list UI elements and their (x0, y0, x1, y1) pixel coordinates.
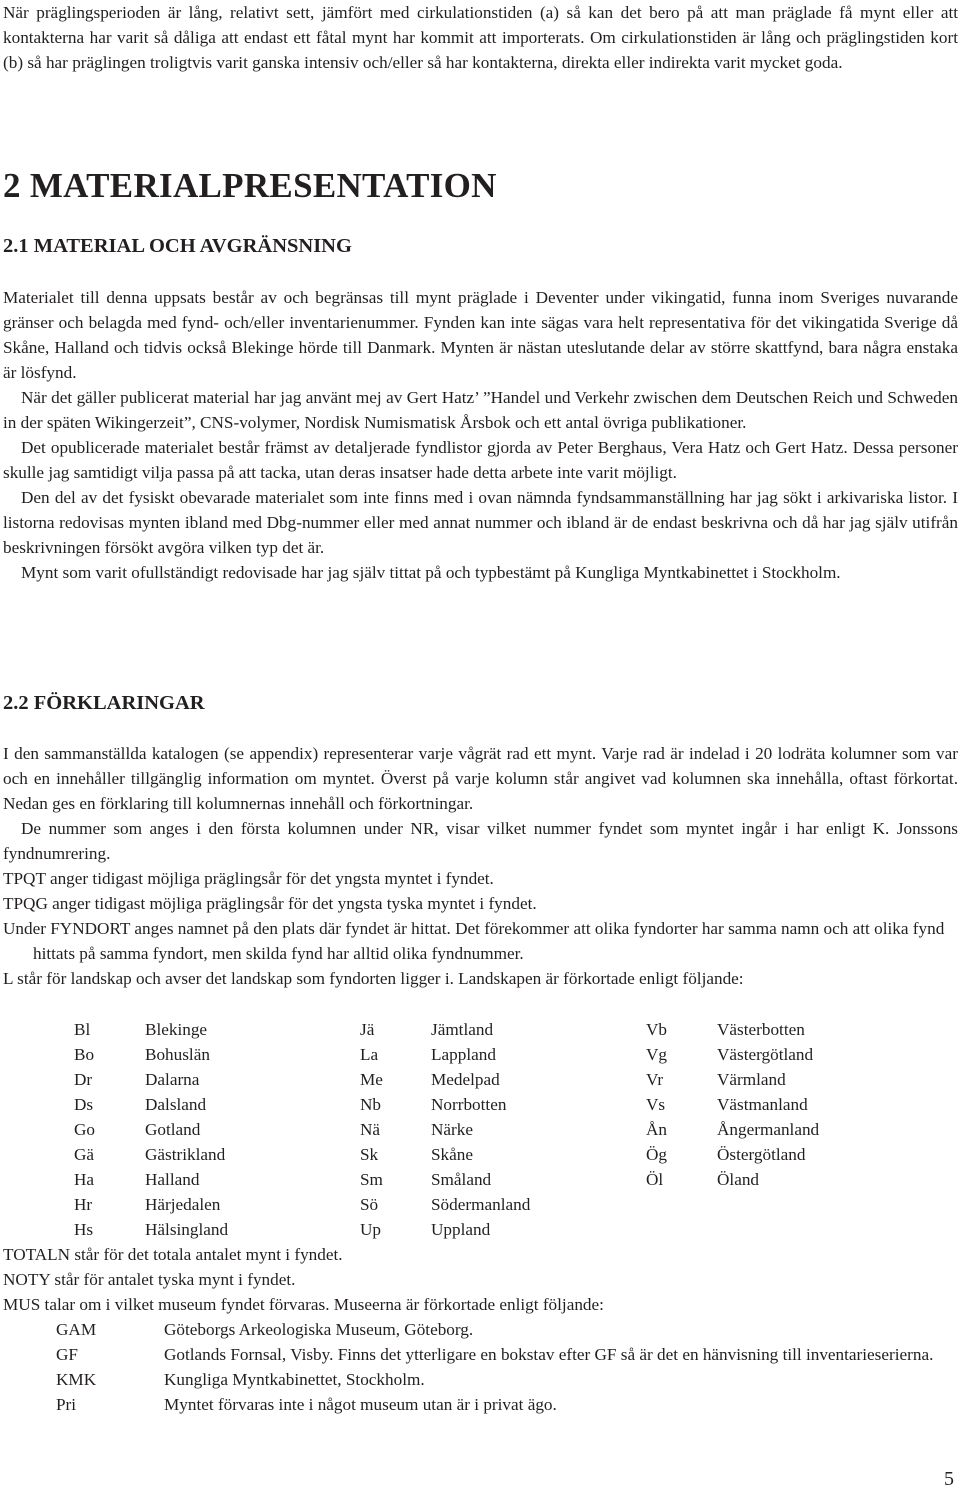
landskap-name: Småland (431, 1170, 492, 1189)
material-section-body (3, 285, 958, 585)
landskap-name: Öland (717, 1170, 760, 1189)
landskap-row (3, 1092, 958, 1117)
landskap-code: Öl (646, 1170, 664, 1189)
landskap-row (3, 1192, 958, 1217)
totaln-definition: TOTALN står för det totala antalet mynt i fyndet. (3, 1245, 343, 1264)
landskap-name: Dalsland (145, 1095, 207, 1114)
page-number: 5 (944, 1468, 954, 1490)
material-paragraph-4: Den del av det fysiskt obevarade materialet som inte finns med i ovan nämnda fyndsammanställning har jag sökt i arkivariska listor. I listorna redovisas mynten ibland med Dbg-nummer eller med annat nummer och ibland är de endast beskrivna och då har jag själv utifrån beskrivningen försökt avgöra vilken typ det är. (3, 488, 958, 557)
landskap-row (3, 1017, 958, 1042)
material-paragraph-3: Det opublicerade materialet består främst av detaljerade fyndlistor gjorda av Peter Berghaus, Vera Hatz och Gert Hatz. Dessa personer skulle jag samtidigt vilja passa på att tacka, utan deras insatser hade detta arbete inte varit möjligt. (3, 438, 958, 482)
landskap-code: Gä (74, 1145, 95, 1164)
landskap-name: Närke (431, 1120, 473, 1139)
landskap-name: Uppland (431, 1220, 491, 1239)
landskap-code: Sk (360, 1145, 379, 1164)
landskap-name: Västmanland (717, 1095, 808, 1114)
landskap-code: Bl (74, 1020, 91, 1039)
museum-code: Pri (56, 1395, 77, 1414)
subsection-heading-forklaringar: 2.2 FÖRKLARINGAR (3, 692, 205, 714)
museum-description: Kungliga Myntkabinettet, Stockholm. (164, 1370, 425, 1389)
landskap-code: Vb (646, 1020, 668, 1039)
landskap-row (3, 1217, 958, 1242)
landskap-code: Bo (74, 1045, 95, 1064)
landskap-name: Dalarna (145, 1070, 200, 1089)
museum-description: Göteborgs Arkeologiska Museum, Göteborg. (164, 1320, 474, 1339)
landskap-code: Vg (646, 1045, 668, 1064)
landskap-code: Ög (646, 1145, 668, 1164)
landskap-code: Ha (74, 1170, 95, 1189)
landskap-name: Skåne (431, 1145, 474, 1164)
landskap-name: Norrbotten (431, 1095, 507, 1114)
museum-row (3, 1392, 958, 1417)
landskap-name: Västergötland (717, 1045, 814, 1064)
museum-code: KMK (56, 1370, 97, 1389)
museum-row (3, 1367, 958, 1392)
landskap-code: Nb (360, 1095, 382, 1114)
landskap-row (3, 1117, 958, 1142)
landskap-row (3, 1067, 958, 1092)
museum-code: GF (56, 1345, 78, 1364)
landskap-name: Gotland (145, 1120, 201, 1139)
landskap-name: Härjedalen (145, 1195, 221, 1214)
material-paragraph-5: Mynt som varit ofullständigt redovisade har jag själv tittat på och typbestämt på Kungliga Myntkabinettet i Stockholm. (21, 563, 841, 582)
landskap-name: Blekinge (145, 1020, 208, 1039)
subsection-heading-material: 2.1 MATERIAL OCH AVGRÄNSNING (3, 235, 352, 257)
material-paragraph-1: Materialet till denna uppsats består av och begränsas till mynt präglade i Deventer under vikingatid, funna inom Sveriges nuvarande gränser och belagda med fynd- och/eller inventarienummer. Fynden kan inte sägas vara helt representativa för det vikingatida Sverige då Skåne, Halland och tidvis också Blekinge hörde till Danmark. Mynten är nästan uteslutande delar av större skattfynd, bara några enstaka är lösfynd. (3, 288, 958, 382)
section-heading-materialpresentation: 2 MATERIALPRESENTATION (3, 166, 497, 205)
landskap-name: Gästrikland (145, 1145, 226, 1164)
mus-intro: MUS talar om i vilket museum fyndet förvaras. Museerna är förkortade enligt följande: (3, 1295, 604, 1314)
noty-definition: NOTY står för antalet tyska mynt i fyndet. (3, 1270, 296, 1289)
landskap-row (3, 1042, 958, 1067)
landskap-name: Södermanland (431, 1195, 531, 1214)
landskap-code: Vr (646, 1070, 664, 1089)
landskap-code: Me (360, 1070, 383, 1089)
intro-paragraph: När präglingsperioden är lång, relativt sett, jämfört med cirkulationstiden (a) så kan det bero på att man präglade få mynt eller att kontakterna har varit så dåliga att endast ett fåtal mynt har kommit att importerats. Om cirkulationstiden är lång och präglingstiden kort (b) så har präglingen troligtvis varit ganska intensiv och/eller så har kontakterna, direkta eller indirekta varit mycket goda. (3, 3, 958, 72)
landskap-code: Hr (74, 1195, 93, 1214)
museum-description: Gotlands Fornsal, Visby. Finns det ytterligare en bokstav efter GF så är det en hänvisning till inventarieserierna. (164, 1345, 934, 1364)
material-paragraph-2: När det gäller publicerat material har jag använt mej av Gert Hatz’ ”Handel und Verkehr zwischen dem Deutschen Reich und Schweden in der späten Wikingerzeit”, CNS-volymer, Nordisk Numismatisk Årsbok och ett antal övriga publikationer. (3, 388, 958, 432)
landskap-name: Jämtland (431, 1020, 494, 1039)
fyndort-definition: Under FYNDORT anges namnet på den plats där fyndet är hittat. Det förekommer att olika fyndorter har samma namn och att olika fynd hittats på samma fyndort, men skilda fynd har alltid olika fyndnummer. (3, 919, 945, 963)
museum-description: Myntet förvaras inte i något museum utan är i privat ägo. (164, 1395, 557, 1414)
museum-code: GAM (56, 1320, 97, 1339)
landskap-code: Up (360, 1220, 382, 1239)
landskap-name: Hälsingland (145, 1220, 229, 1239)
landskap-code: La (360, 1045, 379, 1064)
totaln-noty-mus-block (3, 1242, 958, 1317)
landskap-name: Bohuslän (145, 1045, 210, 1064)
landskap-code: Vs (646, 1095, 666, 1114)
landskap-code: Ån (646, 1120, 668, 1139)
forklaringar-paragraph-2: De nummer som anges i den första kolumnen under NR, visar vilket nummer fyndet som myntet ingår i har enligt K. Jonssons fyndnumrering. (3, 819, 958, 863)
forklaringar-paragraph-1: I den sammanställda katalogen (se appendix) representerar varje vågrät rad ett mynt. Varje rad är indelad i 20 lodräta kolumner som var och en innehåller tillgänglig information om myntet. Överst på varje kolumn står angivet vad kolumnen ska innehålla, oftast förkortat. Nedan ges en förklaring till kolumnernas innehåll och förkortningar. (3, 744, 958, 813)
landskap-table (3, 1017, 958, 1242)
landskap-row (3, 1142, 958, 1167)
landskap-code: Sm (360, 1170, 383, 1189)
museum-row (3, 1342, 958, 1367)
landskap-name: Lappland (431, 1045, 496, 1064)
tpqg-definition: TPQG anger tidigast möjliga präglingsår för det yngsta tyska myntet i fyndet. (3, 894, 537, 913)
museum-row (3, 1317, 958, 1342)
landskap-code: Sö (360, 1195, 379, 1214)
tpqt-definition: TPQT anger tidigast möjliga präglingsår för det yngsta myntet i fyndet. (3, 869, 494, 888)
landskap-name: Värmland (717, 1070, 786, 1089)
landskap-name: Medelpad (431, 1070, 500, 1089)
landskap-row (3, 1167, 958, 1192)
landskap-code: Ds (74, 1095, 94, 1114)
landskap-code: Hs (74, 1220, 94, 1239)
landskap-name: Ångermanland (717, 1120, 820, 1139)
landskap-code: Dr (74, 1070, 93, 1089)
forklaringar-body (3, 741, 958, 991)
landskap-code: Go (74, 1120, 96, 1139)
landskap-intro: L står för landskap och avser det landskap som fyndorten ligger i. Landskapen är förkortade enligt följande: (3, 969, 744, 988)
landskap-code: Nä (360, 1120, 381, 1139)
landskap-name: Östergötland (717, 1145, 806, 1164)
landskap-name: Västerbotten (717, 1020, 805, 1039)
landskap-name: Halland (145, 1170, 200, 1189)
landskap-code: Jä (360, 1020, 375, 1039)
museum-table (3, 1317, 958, 1417)
